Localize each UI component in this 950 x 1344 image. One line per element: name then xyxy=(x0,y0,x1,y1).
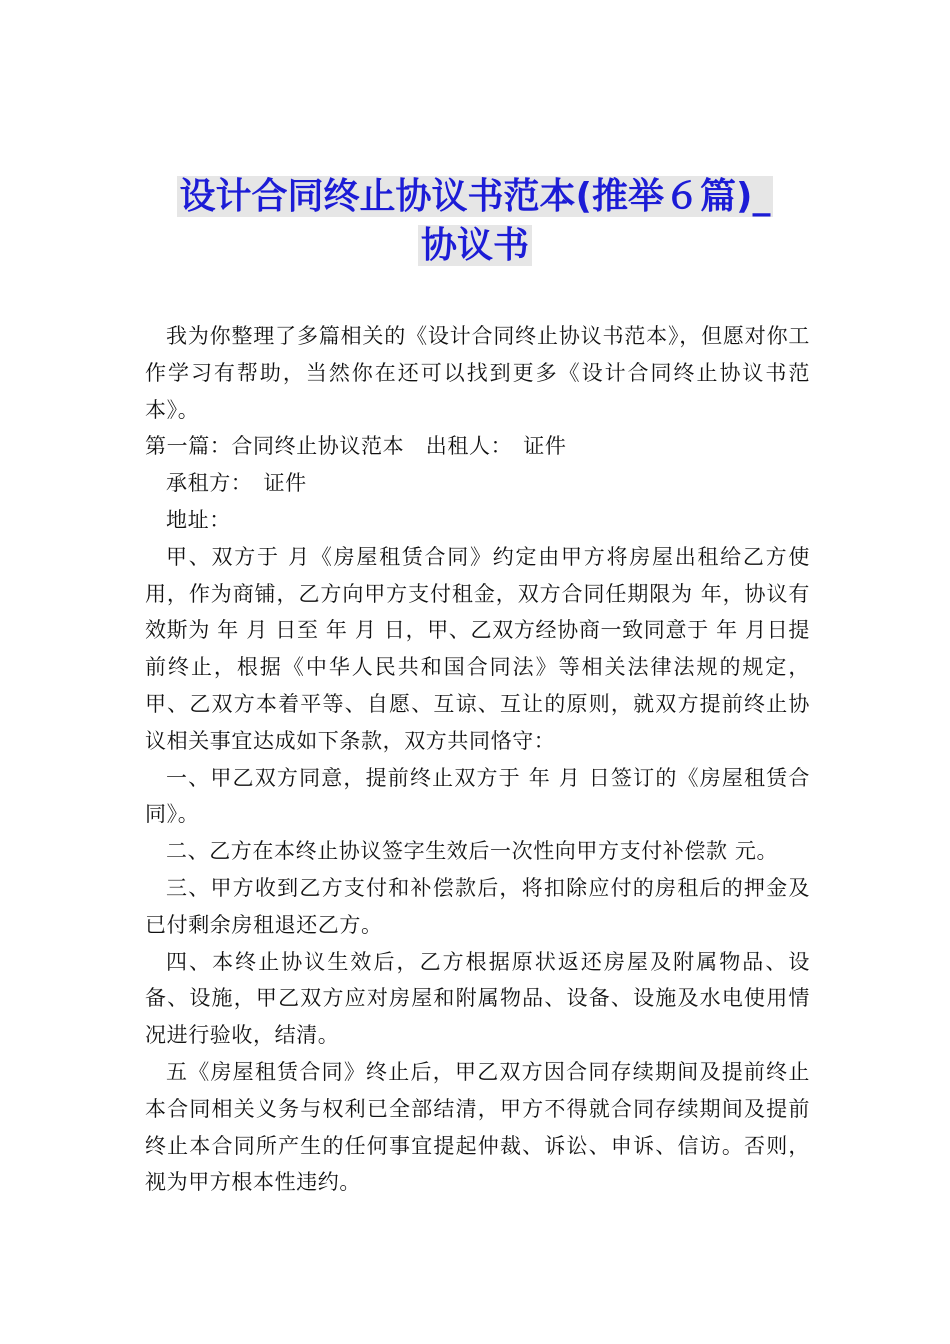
lessee-line: 承租方： 证件 xyxy=(166,471,307,496)
preamble-paragraph: 甲、双方于 月《房屋租赁合同》约定由甲方将房屋出租给乙方使用，作为商铺，乙方向甲方支付租金，双方合同任期限为 年，协议有效斯为 年 月 日至 年 月 日，甲、乙双方经协商一致同意于 年 月日提前终止，根据《中华人民共和国合同法》等相关法律法规的规定，甲、乙双方本着平等、自愿、互谅、互让的原则，就双方提前终止协议相关事宜达成如下条款，双方共同恪守： xyxy=(145,544,810,753)
clause-paragraph: 三、甲方收到乙方支付和补偿款后，将扣除应付的房租后的押金及已付剩余房租退还乙方。 xyxy=(145,875,810,937)
document-title xyxy=(0,172,950,270)
clause-paragraph: 四、本终止协议生效后，乙方根据原状返还房屋及附属物品、设备、设施，甲乙双方应对房屋和附属物品、设备、设施及水电使用情况进行验收，结清。 xyxy=(145,949,810,1048)
section-heading: 第一篇：合同终止协议范本 出租人： 证件 xyxy=(145,434,567,459)
document-body xyxy=(145,318,810,1201)
clause-paragraph: 二、乙方在本终止协议签字生效后一次性向甲方支付补偿款 元。 xyxy=(166,839,779,864)
address-line: 地址： xyxy=(166,507,231,532)
intro-paragraph: 我为你整理了多篇相关的《设计合同终止协议书范本》，但愿对你工作学习有帮助，当然你在还可以找到更多《设计合同终止协议书范本》。 xyxy=(145,324,810,422)
title-line-1: 设计合同终止协议书范本(推举６篇)_ xyxy=(177,176,774,217)
clause-paragraph: 一、甲乙双方同意，提前终止双方于 年 月 日签订的《房屋租赁合同》。 xyxy=(145,765,810,827)
title-line-2: 协议书 xyxy=(418,225,532,266)
clause-paragraph: 五《房屋租赁合同》终止后，甲乙双方因合同存续期间及提前终止本合同相关义务与权利已全部结清，甲方不得就合同存续期间及提前终止本合同所产生的任何事宜提起仲裁、诉讼、申诉、信访。否则，视为甲方根本性违约。 xyxy=(145,1059,810,1195)
